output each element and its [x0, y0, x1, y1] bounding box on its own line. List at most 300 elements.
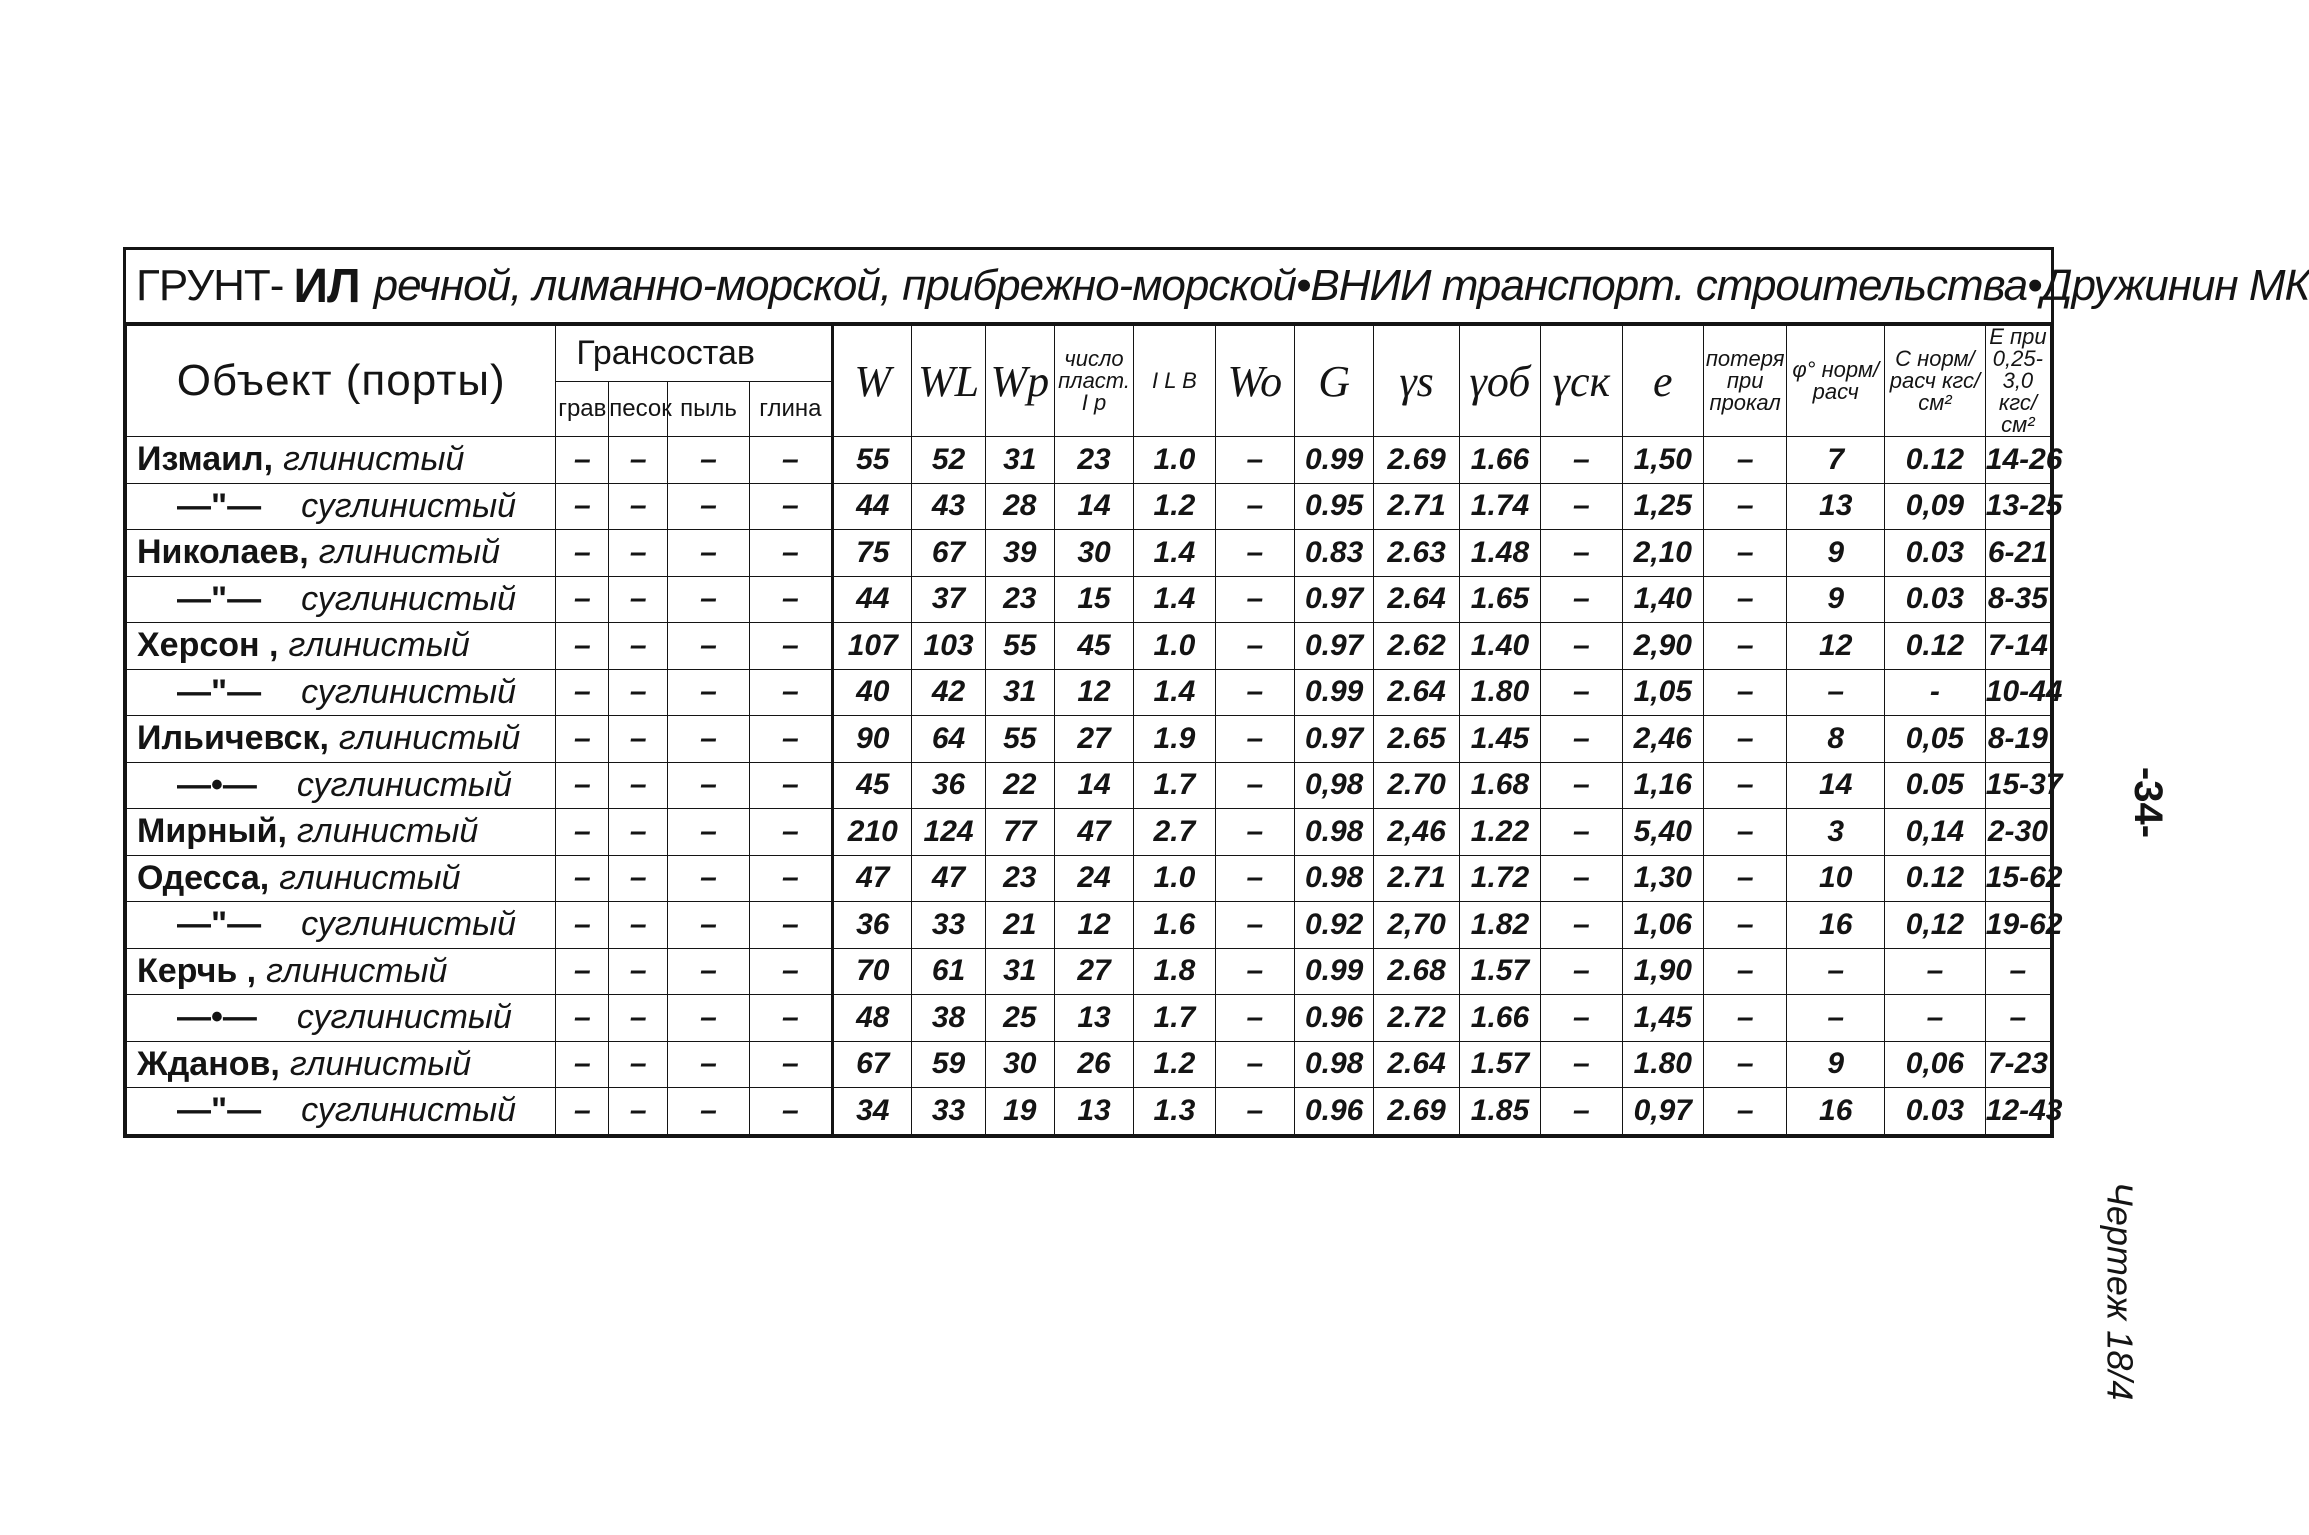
object-cell: [127, 809, 556, 856]
cell-g: 0.99: [1294, 669, 1373, 716]
cell-clay: –: [749, 483, 832, 530]
cell-dust: –: [668, 855, 749, 902]
cell-il: 1.8: [1134, 948, 1215, 995]
cell-c: 0,09: [1885, 483, 1986, 530]
cell-ysk: –: [1541, 716, 1622, 763]
port-name: Измаил,: [137, 440, 274, 479]
cell-sand: –: [609, 483, 668, 530]
cell-g: 0.98: [1294, 809, 1373, 856]
cell-yob: 1.40: [1459, 623, 1540, 670]
cell-dust: –: [668, 1041, 749, 1088]
cell-sand: –: [609, 855, 668, 902]
cell-e: 15-62: [1985, 855, 2050, 902]
table-row: [127, 483, 2051, 530]
col-yob: γоб: [1459, 326, 1540, 437]
object-cell: [127, 1088, 556, 1135]
cell-e: 13-25: [1985, 483, 2050, 530]
ditto-mark: —•—: [177, 765, 257, 804]
object-cell: [127, 855, 556, 902]
port-name: Мирный,: [137, 812, 287, 851]
cell-e: 1.80: [1622, 1041, 1703, 1088]
cell-e: 19-62: [1985, 902, 2050, 949]
soil-type: глинистый: [318, 533, 501, 572]
cell-c: 0,06: [1885, 1041, 1986, 1088]
cell-ys: 2.72: [1374, 995, 1459, 1042]
cell-yob: 1.72: [1459, 855, 1540, 902]
cell-e: 1,40: [1622, 576, 1703, 623]
cell-c: 0.12: [1885, 623, 1986, 670]
cell-phi: –: [1787, 669, 1885, 716]
soil-type: глинистый: [296, 812, 479, 851]
cell-wo: –: [1215, 762, 1294, 809]
cell-ip: 26: [1054, 1041, 1133, 1088]
cell-phi: 3: [1787, 809, 1885, 856]
cell-g: 0.97: [1294, 716, 1373, 763]
cell-ip: 13: [1054, 995, 1133, 1042]
cell-ysk: –: [1541, 576, 1622, 623]
cell-e: 6-21: [1985, 530, 2050, 577]
port-name: Керчь ,: [137, 951, 257, 990]
cell-g: 0.98: [1294, 1041, 1373, 1088]
cell-c: -: [1885, 669, 1986, 716]
cell-dust: –: [668, 669, 749, 716]
cell-yob: 1.57: [1459, 948, 1540, 995]
cell-e: 10-44: [1985, 669, 2050, 716]
cell-phi: –: [1787, 995, 1885, 1042]
cell-wo: –: [1215, 483, 1294, 530]
col-grav: грав: [556, 381, 609, 437]
col-ip: число пласт. I p: [1054, 326, 1133, 437]
cell-e: 1,45: [1622, 995, 1703, 1042]
cell-il: 1.0: [1134, 623, 1215, 670]
cell-wp: 55: [985, 716, 1054, 763]
soil-type: глинистый: [289, 1044, 472, 1083]
cell-e: 1,90: [1622, 948, 1703, 995]
cell-yob: 1.45: [1459, 716, 1540, 763]
table-row: [127, 995, 2051, 1042]
cell-yob: 1.48: [1459, 530, 1540, 577]
cell-ys: 2.63: [1374, 530, 1459, 577]
cell-c: 0,05: [1885, 716, 1986, 763]
cell-wl: 33: [912, 1088, 985, 1135]
soil-type: глинистый: [279, 858, 461, 897]
cell-w: 70: [833, 948, 912, 995]
cell-wl: 36: [912, 762, 985, 809]
cell-c: –: [1885, 995, 1986, 1042]
table-row: [127, 623, 2051, 670]
cell-yob: 1.74: [1459, 483, 1540, 530]
cell-wl: 61: [912, 948, 985, 995]
object-cell: [127, 437, 556, 484]
cell-e: 2,10: [1622, 530, 1703, 577]
cell-c: –: [1885, 948, 1986, 995]
cell-sand: –: [609, 437, 668, 484]
cell-e: 1,25: [1622, 483, 1703, 530]
cell-ip: 30: [1054, 530, 1133, 577]
cell-dust: –: [668, 530, 749, 577]
table-row: [127, 1088, 2051, 1135]
cell-wo: –: [1215, 948, 1294, 995]
cell-ip: 12: [1054, 669, 1133, 716]
cell-w: 47: [833, 855, 912, 902]
cell-dust: –: [668, 576, 749, 623]
cell-wp: 23: [985, 855, 1054, 902]
object-cell: [127, 1041, 556, 1088]
cell-c: 0.03: [1885, 530, 1986, 577]
cell-wl: 37: [912, 576, 985, 623]
cell-g: 0.83: [1294, 530, 1373, 577]
col-wo: Wo: [1215, 326, 1294, 437]
cell-clay: –: [749, 716, 832, 763]
cell-g: 0.99: [1294, 437, 1373, 484]
cell-wo: –: [1215, 437, 1294, 484]
cell-wo: –: [1215, 576, 1294, 623]
ditto-mark: —"—: [177, 1091, 262, 1130]
cell-ip: 47: [1054, 809, 1133, 856]
cell-grav: –: [556, 437, 609, 484]
cell-ysk: –: [1541, 762, 1622, 809]
cell-ysk: –: [1541, 995, 1622, 1042]
cell-sand: –: [609, 530, 668, 577]
cell-ip: 27: [1054, 948, 1133, 995]
cell-grav: –: [556, 948, 609, 995]
cell-e: 1,30: [1622, 855, 1703, 902]
cell-e: 12-43: [1985, 1088, 2050, 1135]
cell-loss: –: [1703, 948, 1786, 995]
cell-e: 7-14: [1985, 623, 2050, 670]
cell-ys: 2.65: [1374, 716, 1459, 763]
cell-clay: –: [749, 902, 832, 949]
cell-ys: 2.71: [1374, 855, 1459, 902]
cell-grav: –: [556, 530, 609, 577]
cell-clay: –: [749, 576, 832, 623]
cell-ip: 14: [1054, 762, 1133, 809]
object-cell: [127, 669, 556, 716]
cell-grav: –: [556, 1041, 609, 1088]
cell-ys: 2.64: [1374, 1041, 1459, 1088]
col-phi: φ° норм/расч: [1787, 326, 1885, 437]
cell-clay: –: [749, 855, 832, 902]
cell-wp: 31: [985, 437, 1054, 484]
cell-e: 8-19: [1985, 716, 2050, 763]
cell-e: 15-37: [1985, 762, 2050, 809]
cell-c: 0.12: [1885, 437, 1986, 484]
cell-wl: 103: [912, 623, 985, 670]
table-row: [127, 716, 2051, 763]
cell-yob: 1.66: [1459, 437, 1540, 484]
ditto-mark: —"—: [177, 672, 262, 711]
col-clay: глина: [749, 381, 832, 437]
cell-ysk: –: [1541, 1088, 1622, 1135]
title-prefix: ГРУНТ-: [136, 261, 284, 310]
cell-g: 0.97: [1294, 576, 1373, 623]
cell-ys: 2.69: [1374, 1088, 1459, 1135]
cell-il: 1.6: [1134, 902, 1215, 949]
cell-wl: 43: [912, 483, 985, 530]
cell-loss: –: [1703, 809, 1786, 856]
cell-wl: 52: [912, 437, 985, 484]
cell-ys: 2.64: [1374, 669, 1459, 716]
cell-il: 1.2: [1134, 483, 1215, 530]
cell-ys: 2.71: [1374, 483, 1459, 530]
cell-sand: –: [609, 623, 668, 670]
cell-ys: 2,70: [1374, 902, 1459, 949]
cell-e: 7-23: [1985, 1041, 2050, 1088]
table-row: [127, 437, 2051, 484]
cell-il: 2.7: [1134, 809, 1215, 856]
soil-type: суглинистый: [296, 998, 512, 1037]
title-rest: речной, лиманно-морской, прибрежно-морской•ВНИИ транспорт. строительства•Дружинин МК: [373, 261, 2309, 310]
cell-phi: 13: [1787, 483, 1885, 530]
col-ysk: γск: [1541, 326, 1622, 437]
cell-wl: 124: [912, 809, 985, 856]
cell-clay: –: [749, 437, 832, 484]
title-main: ИЛ: [293, 259, 360, 313]
cell-ip: 24: [1054, 855, 1133, 902]
cell-dust: –: [668, 948, 749, 995]
cell-grav: –: [556, 902, 609, 949]
col-dust: пыль: [668, 381, 749, 437]
port-name: Жданов,: [137, 1044, 280, 1083]
cell-dust: –: [668, 437, 749, 484]
cell-clay: –: [749, 1041, 832, 1088]
cell-phi: 8: [1787, 716, 1885, 763]
cell-ysk: –: [1541, 855, 1622, 902]
cell-phi: 7: [1787, 437, 1885, 484]
cell-phi: 14: [1787, 762, 1885, 809]
cell-clay: –: [749, 1088, 832, 1135]
soil-type: суглинистый: [296, 765, 512, 804]
object-cell: [127, 483, 556, 530]
soil-type: суглинистый: [301, 486, 517, 525]
cell-yob: 1.65: [1459, 576, 1540, 623]
cell-wl: 67: [912, 530, 985, 577]
cell-dust: –: [668, 809, 749, 856]
table-title: [126, 250, 2309, 325]
cell-loss: –: [1703, 1088, 1786, 1135]
soil-table: [126, 324, 2063, 1135]
object-cell: [127, 530, 556, 577]
cell-loss: –: [1703, 483, 1786, 530]
table-body: [127, 437, 2063, 1135]
col-w: W: [833, 326, 912, 437]
cell-w: 44: [833, 576, 912, 623]
cell-ysk: –: [1541, 948, 1622, 995]
cell-e: 14-26: [1985, 437, 2050, 484]
cell-w: 107: [833, 623, 912, 670]
cell-wo: –: [1215, 855, 1294, 902]
ditto-mark: —"—: [177, 579, 262, 618]
cell-sand: –: [609, 762, 668, 809]
cell-il: 1.3: [1134, 1088, 1215, 1135]
cell-loss: –: [1703, 902, 1786, 949]
cell-g: 0,98: [1294, 762, 1373, 809]
cell-ip: 13: [1054, 1088, 1133, 1135]
table-row: [127, 809, 2051, 856]
port-name: Ильичевск,: [137, 719, 329, 758]
cell-sand: –: [609, 902, 668, 949]
cell-g: 0.96: [1294, 1088, 1373, 1135]
object-cell: [127, 716, 556, 763]
cell-loss: –: [1703, 530, 1786, 577]
cell-phi: 16: [1787, 902, 1885, 949]
cell-sand: –: [609, 1041, 668, 1088]
cell-wp: 19: [985, 1088, 1054, 1135]
cell-e: 1,50: [1622, 437, 1703, 484]
cell-ip: 23: [1054, 437, 1133, 484]
cell-phi: 12: [1787, 623, 1885, 670]
cell-g: 0.95: [1294, 483, 1373, 530]
cell-g: 0.99: [1294, 948, 1373, 995]
col-e-mod: E при 0,25-3,0 кгс/см²: [1985, 326, 2050, 437]
cell-dust: –: [668, 762, 749, 809]
cell-w: 48: [833, 995, 912, 1042]
col-sand: песок: [609, 381, 668, 437]
cell-sand: –: [609, 995, 668, 1042]
cell-grav: –: [556, 483, 609, 530]
cell-phi: 9: [1787, 576, 1885, 623]
cell-clay: –: [749, 995, 832, 1042]
cell-il: 1.7: [1134, 762, 1215, 809]
object-cell: [127, 576, 556, 623]
cell-loss: –: [1703, 669, 1786, 716]
cell-ys: 2.69: [1374, 437, 1459, 484]
object-cell: [127, 902, 556, 949]
object-cell: [127, 623, 556, 670]
cell-c: 0,12: [1885, 902, 1986, 949]
cell-sand: –: [609, 809, 668, 856]
cell-dust: –: [668, 623, 749, 670]
cell-wp: 22: [985, 762, 1054, 809]
cell-e: 5,40: [1622, 809, 1703, 856]
cell-c: 0.05: [1885, 762, 1986, 809]
cell-w: 44: [833, 483, 912, 530]
cell-g: 0.96: [1294, 995, 1373, 1042]
cell-il: 1.4: [1134, 576, 1215, 623]
cell-ys: 2.68: [1374, 948, 1459, 995]
cell-wl: 64: [912, 716, 985, 763]
ditto-mark: —"—: [177, 905, 262, 944]
col-wl: WL: [912, 326, 985, 437]
cell-e: 1,16: [1622, 762, 1703, 809]
cell-clay: –: [749, 809, 832, 856]
cell-dust: –: [668, 483, 749, 530]
cell-dust: –: [668, 716, 749, 763]
cell-ysk: –: [1541, 809, 1622, 856]
cell-loss: –: [1703, 1041, 1786, 1088]
cell-clay: –: [749, 530, 832, 577]
cell-wo: –: [1215, 995, 1294, 1042]
soil-type: глинистый: [288, 626, 470, 665]
cell-g: 0.92: [1294, 902, 1373, 949]
cell-sand: –: [609, 576, 668, 623]
cell-ysk: –: [1541, 530, 1622, 577]
cell-dust: –: [668, 1088, 749, 1135]
cell-grav: –: [556, 809, 609, 856]
cell-wp: 77: [985, 809, 1054, 856]
cell-w: 75: [833, 530, 912, 577]
cell-wl: 47: [912, 855, 985, 902]
cell-wp: 28: [985, 483, 1054, 530]
data-sheet: [123, 247, 2309, 1138]
cell-phi: –: [1787, 948, 1885, 995]
cell-sand: –: [609, 1088, 668, 1135]
soil-type: суглинистый: [301, 1091, 517, 1130]
cell-wl: 59: [912, 1041, 985, 1088]
col-grain: Грансостав: [556, 326, 833, 382]
cell-yob: 1.82: [1459, 902, 1540, 949]
cell-ip: 27: [1054, 716, 1133, 763]
cell-wl: 38: [912, 995, 985, 1042]
table-row: [127, 1041, 2051, 1088]
col-object: Объект (порты): [127, 326, 556, 437]
table-row: [127, 762, 2051, 809]
cell-wo: –: [1215, 809, 1294, 856]
col-il: I L B: [1134, 326, 1215, 437]
cell-grav: –: [556, 762, 609, 809]
cell-clay: –: [749, 623, 832, 670]
cell-sand: –: [609, 948, 668, 995]
cell-clay: –: [749, 669, 832, 716]
cell-w: 36: [833, 902, 912, 949]
cell-wo: –: [1215, 530, 1294, 577]
cell-sand: –: [609, 716, 668, 763]
cell-yob: 1.57: [1459, 1041, 1540, 1088]
cell-yob: 1.80: [1459, 669, 1540, 716]
drawing-label: Чертеж 18/4: [2099, 1181, 2141, 1401]
cell-ys: 2,46: [1374, 809, 1459, 856]
cell-w: 67: [833, 1041, 912, 1088]
cell-loss: –: [1703, 762, 1786, 809]
soil-type: глинистый: [266, 951, 448, 990]
cell-ysk: –: [1541, 483, 1622, 530]
cell-e: 2-30: [1985, 809, 2050, 856]
port-name: Херсон ,: [137, 626, 279, 665]
object-cell: [127, 762, 556, 809]
object-cell: [127, 995, 556, 1042]
cell-loss: –: [1703, 995, 1786, 1042]
cell-sand: –: [609, 669, 668, 716]
cell-w: 40: [833, 669, 912, 716]
soil-type: суглинистый: [301, 672, 517, 711]
table-row: [127, 902, 2051, 949]
object-cell: [127, 948, 556, 995]
cell-grav: –: [556, 995, 609, 1042]
cell-wp: 21: [985, 902, 1054, 949]
cell-w: 210: [833, 809, 912, 856]
port-name: Николаев,: [137, 533, 309, 572]
port-name: Одесса,: [137, 858, 270, 897]
cell-yob: 1.68: [1459, 762, 1540, 809]
cell-ys: 2.64: [1374, 576, 1459, 623]
cell-ysk: –: [1541, 623, 1622, 670]
cell-grav: –: [556, 716, 609, 763]
cell-wl: 42: [912, 669, 985, 716]
cell-loss: –: [1703, 437, 1786, 484]
cell-w: 55: [833, 437, 912, 484]
soil-type: глинистый: [283, 440, 465, 479]
cell-wo: –: [1215, 669, 1294, 716]
cell-grav: –: [556, 855, 609, 902]
cell-il: 1.9: [1134, 716, 1215, 763]
cell-e: 8-35: [1985, 576, 2050, 623]
cell-e: 2,90: [1622, 623, 1703, 670]
cell-wo: –: [1215, 1041, 1294, 1088]
cell-e: 1,05: [1622, 669, 1703, 716]
cell-ip: 12: [1054, 902, 1133, 949]
col-c: C норм/расч кгс/см²: [1885, 326, 1986, 437]
cell-wp: 23: [985, 576, 1054, 623]
